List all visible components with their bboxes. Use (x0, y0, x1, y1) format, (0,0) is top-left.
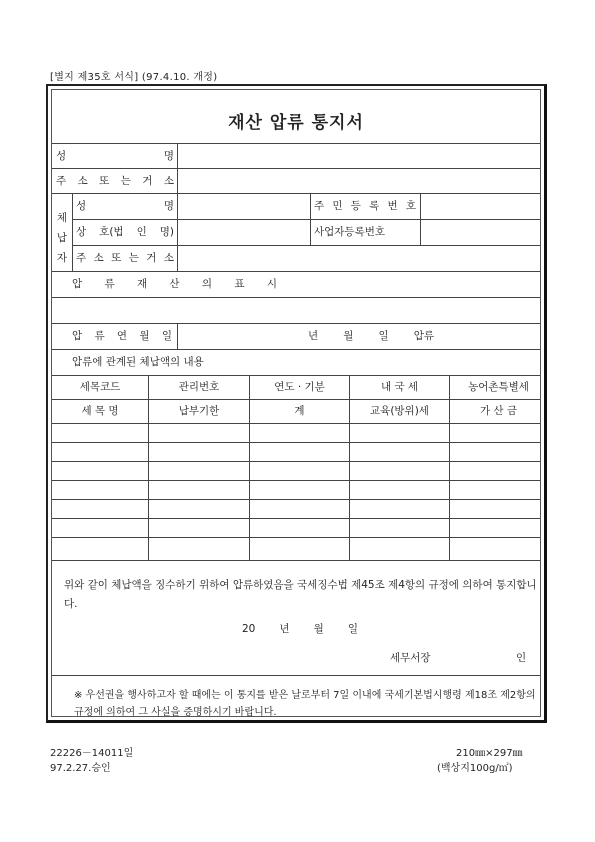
label-seized-property: 압 류 재 산 의 표 시 (72, 278, 277, 290)
col-rural-special-tax: 농어촌특별세 (468, 381, 529, 393)
form-inner-border (51, 89, 541, 717)
label-related-amount: 압류에 관계된 체납액의 내용 (72, 356, 204, 368)
form-frame (46, 84, 547, 723)
col-total: 계 (294, 405, 305, 417)
seizure-date-value: 년 월 일 압류 (308, 330, 434, 342)
paper-size: 210㎜×297㎜ (456, 748, 523, 759)
col-management-number: 관리번호 (178, 381, 220, 393)
seal-mark: 인 (516, 652, 527, 664)
label-business-number: 사업자등록번호 (314, 226, 386, 238)
label-resident-number: 주 민 등 록 번 호 (314, 200, 416, 212)
col-domestic-tax: 내 국 세 (380, 381, 419, 393)
notification-statement: 위와 같이 체납액을 징수하기 위하여 압류하였음을 국세징수법 제45조 제4항의 규정에 의하여 통지합니다. (64, 579, 537, 610)
col-education-tax: 교육(방위)세 (370, 405, 429, 417)
col-tax-item: 세 목 명 (81, 405, 119, 417)
label-delinquent-address: 주 소 또 는 거 소 (76, 252, 174, 264)
label-name: 성 명 (56, 150, 174, 162)
issue-date: 20 년 월 일 (242, 623, 358, 635)
tax-office-head: 세무서장 (390, 652, 431, 664)
label-seizure-date: 압 류 연 월 일 (72, 330, 172, 342)
col-tax-code: 세목코드 (79, 381, 121, 393)
col-year-period: 연도 · 기분 (274, 381, 325, 393)
col-penalty: 가 산 금 (479, 405, 518, 417)
priority-note: ※ 우선권을 행사하고자 할 때에는 이 통지를 받은 날로부터 7일 이내에 국세기본법시행령 제18조 제2항의 규정에 의하여 그 사실을 증명하시기 바랍니다. (74, 690, 536, 718)
approval-date: 97.2.27.승인 (50, 763, 111, 774)
form-code: 22226－14011일 (50, 748, 134, 759)
form-reference: [별지 제35호 서식] (97.4.10. 개정) (50, 72, 218, 83)
label-delinquent: 체납자 (56, 212, 68, 264)
label-delinquent-name: 성 명 (76, 200, 174, 212)
col-due-date: 납부기한 (178, 405, 220, 417)
label-trade-name: 상 호(법 인 명) (76, 226, 174, 238)
label-address: 주 소 또 는 거 소 (56, 175, 174, 187)
paper-spec: (백상지100g/㎡) (437, 763, 513, 774)
form-title: 재산 압류 통지서 (228, 113, 364, 133)
